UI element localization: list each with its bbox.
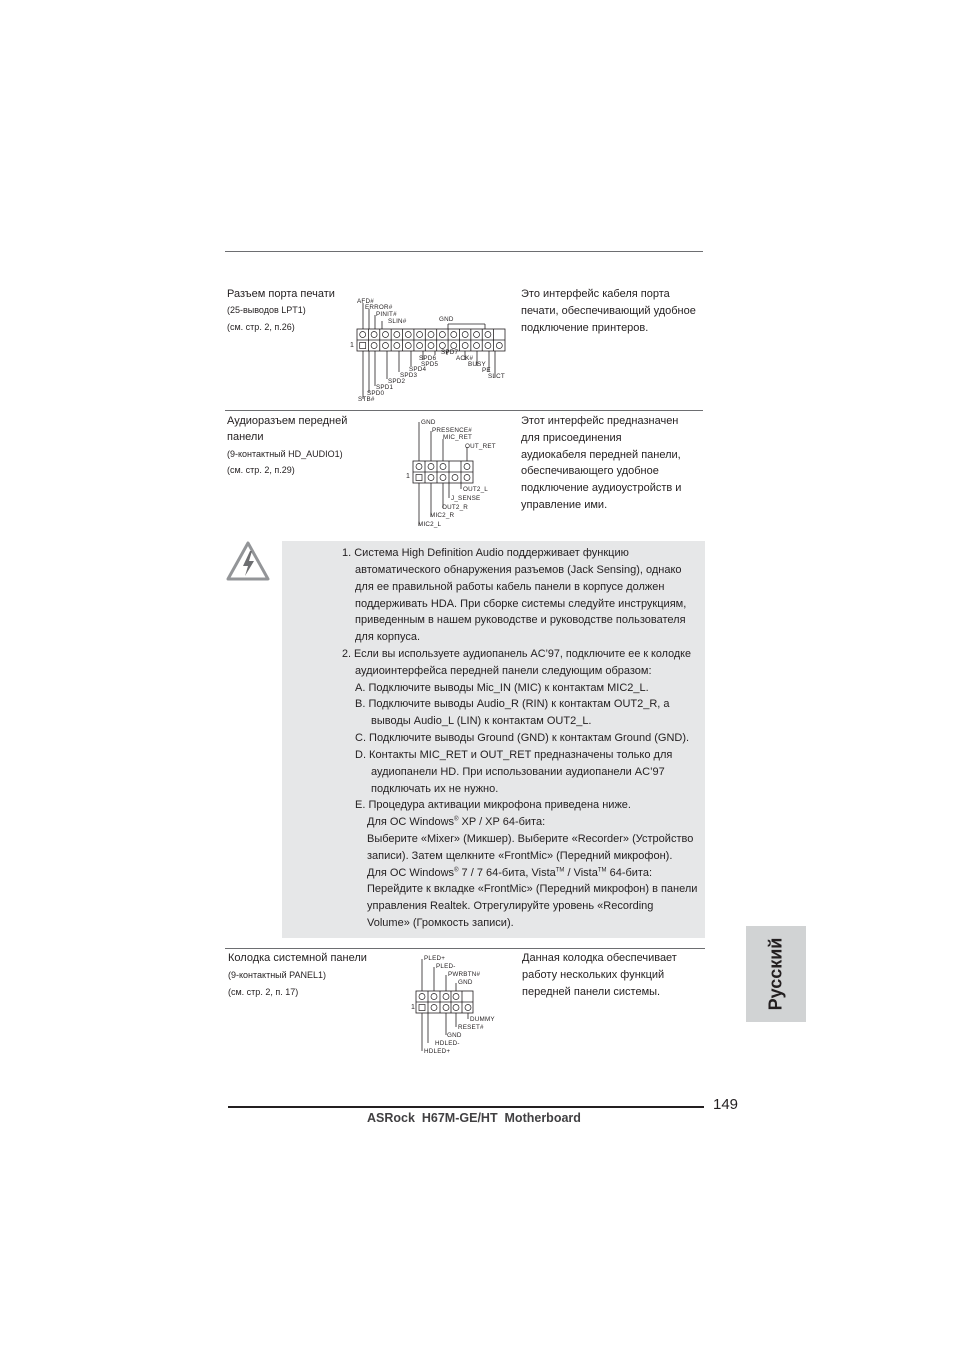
lpt-pin1 [360, 343, 366, 349]
audio-pin-label: OUT_RET [465, 443, 496, 450]
lpt-pin-label: SPD2 [388, 378, 406, 385]
lpt-pin-label: PINIT# [376, 311, 397, 318]
lpt-pin-label: SPD0 [367, 390, 385, 397]
lpt-pin [474, 343, 480, 349]
note-text: 1. Система High Definition Audio поддерживает функцию [342, 547, 629, 559]
panel-pin-label: DUMMY [470, 1016, 495, 1023]
lpt-pin-label: GND [439, 316, 454, 323]
note-text: подключать их не нужно. [371, 783, 499, 795]
audio-connector-diagram [405, 416, 505, 531]
audio-pin-label: J_SENSE [451, 495, 481, 502]
note-text: D. Контакты MIC_RET и OUT_RET предназначены только для [355, 749, 673, 761]
note-text: аудиопанели HD. При использовании аудиопанели AC’97 [371, 766, 665, 778]
lpt-desc-line: Это интерфейс кабеля порта [521, 288, 670, 300]
panel-pin-label: GND [458, 979, 473, 986]
panel-desc-line: передней панели системы. [522, 985, 661, 998]
audio-pin-label: MIC2_L [418, 521, 442, 528]
note-text: для ее правильной работы кабель панели в корпусе должен [355, 581, 665, 593]
lpt-pin [394, 343, 400, 349]
lpt-pin-label: ACK# [456, 355, 474, 362]
lpt-pin1-label: 1 [350, 342, 355, 349]
lpt-subtitle-2: (см. стр. 2, п.26) [227, 322, 295, 332]
note-text: E. Процедура активации микрофона приведена ниже. [355, 799, 631, 811]
audio-subtitle-1: (9-контактный HD_AUDIO1) [227, 449, 343, 459]
note-text [367, 814, 545, 831]
note-text: записи). Затем щелкните «FrontMic» (Передний микрофон). [367, 850, 673, 862]
lpt-pin [382, 332, 388, 338]
note-text: A. Подключите выводы Mic_IN (MIC) к контактам MIC2_L. [355, 682, 649, 694]
footer-title: ASRock H67M-GE/HT Motherboard [367, 1111, 581, 1125]
lpt-pin [474, 332, 480, 338]
lpt-pin [360, 332, 366, 338]
note-text: Выберите «Mixer» (Микшер). Выберите «Recorder» (Устройство [367, 833, 694, 845]
note-text: Для ОС Windows [367, 816, 455, 828]
note-text: аудиоинтерфейса передней панели следующим образом: [355, 665, 652, 677]
panel-description [522, 950, 677, 1000]
lpt-pin-label: SPD7 [441, 349, 459, 356]
lpt-pin [405, 343, 411, 349]
note-text: Перейдите к вкладке «FrontMic» (Передний микрофон) в панели [367, 883, 698, 895]
panel-subtitle-2: (см. стр. 2, п. 17) [228, 987, 299, 997]
panel-pin-label: PLED+ [424, 955, 446, 962]
audio-pin-label: OUT2_L [463, 486, 488, 493]
lpt-pin-label: PE [482, 367, 491, 374]
panel-pin-label: HDLED- [435, 1040, 460, 1047]
note-text: C. Подключите выводы Ground (GND) к контактам Ground (GND). [355, 732, 690, 744]
lpt-pin [462, 332, 468, 338]
audio-title-2: панели [227, 431, 264, 443]
note-text: Для ОС Windows [367, 867, 455, 879]
audio-pin-label: PRESENCE# [432, 427, 472, 434]
note-text: 64-бита: [606, 867, 653, 879]
audio-pin-label: GND [421, 419, 436, 426]
audio-description [521, 413, 681, 514]
language-tab [746, 926, 806, 1022]
note-text: XP / XP 64-бита: [458, 816, 546, 828]
trademark-mark: TM [597, 867, 607, 874]
registered-mark: ® [454, 867, 459, 874]
note-text: B. Подключите выводы Audio_R (RIN) к контактам OUT2_R, а [355, 698, 670, 710]
lpt-title: Разъем порта печати [227, 288, 335, 300]
lpt-pin [417, 332, 423, 338]
panel-pin-label: RESET# [458, 1024, 484, 1031]
note-text: 2. Если вы используете аудиопанель AC’97, подключите ее к колодке [342, 648, 691, 660]
panel-subtitle-1: (9-контактный PANEL1) [228, 970, 327, 980]
lpt-pin [439, 332, 445, 338]
lpt-pin [428, 343, 434, 349]
audio-desc-line: управление ими. [521, 498, 608, 511]
note-text: Volume» (Громкость записи). [367, 917, 514, 929]
panel-pin-label: PLED- [436, 963, 456, 970]
audio-subtitle-2: (см. стр. 2, п.29) [227, 465, 295, 475]
note-text: 7 / 7 64-бита, Vista [458, 867, 556, 879]
audio-pin1-label: 1 [406, 473, 411, 480]
audio-desc-line: аудиокабеля передней панели, [521, 448, 681, 461]
panel-connector-diagram [410, 953, 500, 1057]
audio-title-1: Аудиоразъем передней [227, 415, 348, 427]
lpt-pin-label: SPD3 [400, 372, 418, 379]
lpt-pin-label: STB# [358, 396, 375, 403]
audio-pin-label: MIC2_R [430, 512, 455, 519]
note-text: приведенным в нашем руководстве и руководстве пользователя [355, 614, 686, 626]
lpt-pin-label: SPD5 [421, 361, 439, 368]
lpt-pin [371, 343, 377, 349]
lpt-pin-label: BUSY [468, 361, 486, 368]
lpt-pin [451, 343, 457, 349]
lpt-pin [428, 332, 434, 338]
page-number: 149 [713, 1096, 739, 1113]
audio-desc-line: подключение аудиоустройств и [521, 482, 682, 495]
lpt-pin [382, 343, 388, 349]
lpt-pin-label: AFD# [357, 298, 374, 305]
lpt-connector-diagram [345, 295, 515, 407]
panel-pin-label: GND [447, 1032, 462, 1039]
lpt-pin-label: SLIN# [388, 318, 407, 325]
lpt-pin [451, 332, 457, 338]
panel-pin-label: HDLED+ [424, 1048, 451, 1055]
audio-pin-label: OUT2_R [442, 504, 469, 511]
audio-desc-line: обеспечивающего удобное [521, 465, 659, 478]
note-text [367, 865, 652, 882]
footer-rule [228, 1106, 704, 1108]
lpt-pin-label: SLCT [488, 373, 505, 380]
lpt-pin [485, 332, 491, 338]
registered-mark: ® [454, 816, 459, 823]
lpt-pin-label: SPD6 [419, 355, 437, 362]
lpt-subtitle-1: (25-выводов LPT1) [227, 305, 306, 315]
lpt-pin-label: SPD4 [409, 366, 427, 373]
section-rule [225, 410, 703, 411]
note-text: управления Realtek. Отрегулируйте уровень «Recording [367, 900, 654, 912]
panel-title: Колодка системной панели [228, 952, 367, 964]
lpt-pin-label: SPD1 [376, 384, 394, 391]
trademark-mark: TM [555, 867, 565, 874]
panel-pin-label: PWRBTN# [448, 971, 481, 978]
note-text: поддерживать HDA. При сборке системы следуйте инструкциям, [355, 598, 687, 610]
lpt-description [521, 286, 696, 336]
lpt-pin-label: ERROR# [365, 304, 393, 311]
language-tab-label: Русский [765, 937, 786, 1011]
lpt-pin [439, 343, 445, 349]
note-text: автоматического обнаружения разъемов (Jack Sensing), однако [355, 564, 682, 576]
note-text: / Vista [564, 867, 598, 879]
audio-desc-line: для присоединения [521, 431, 622, 444]
lpt-pin [371, 332, 377, 338]
lpt-desc-line: печати, обеспечивающий удобное [521, 304, 696, 317]
note-text: для корпуса. [355, 631, 421, 643]
audio-pin-label: MIC_RET [443, 434, 473, 441]
panel-desc-line: Данная колодка обеспечивает [522, 952, 677, 964]
lpt-pin [394, 332, 400, 338]
lpt-pin [405, 332, 411, 338]
audio-desc-line: Этот интерфейс предназначен [521, 415, 679, 427]
panel-desc-line: работу нескольких функций [522, 968, 665, 981]
note-text: выводы Audio_L (LIN) к контактам OUT2_L. [371, 715, 592, 727]
panel-pin1-label: 1 [411, 1004, 416, 1011]
lpt-pin [417, 343, 423, 349]
warning-icon [225, 540, 271, 582]
top-rule [225, 251, 703, 252]
lpt-pin [462, 343, 468, 349]
section-rule [225, 948, 705, 949]
lpt-desc-line: подключение принтеров. [521, 321, 649, 334]
lpt-pin [485, 343, 491, 349]
lpt-pin [496, 343, 502, 349]
